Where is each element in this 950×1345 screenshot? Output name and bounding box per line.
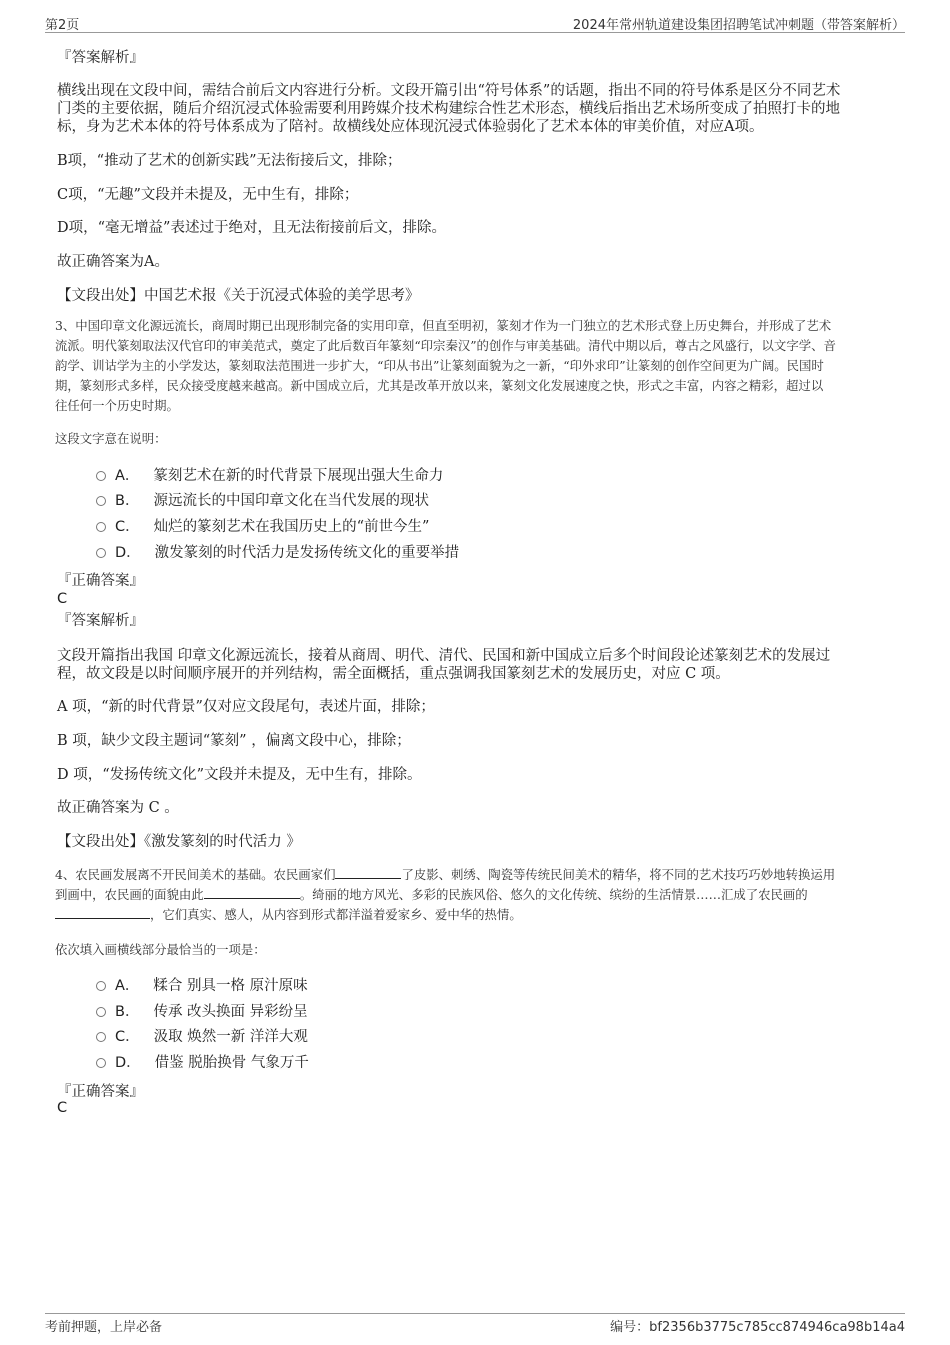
question-text: 3、中国印章文化源远流长，商周时期已出现形制完备的实用印章，但直至明初，篆刻才作为一门独立的艺术形式登上历史舞台，并形成了艺术	[55, 318, 832, 333]
analysis-option-b: B项，“推动了艺术的创新实践”无法衔接后文，排除；	[57, 153, 402, 169]
radio-icon[interactable]	[96, 1007, 106, 1017]
analysis-option-d: D 项，“发扬传统文化”文段并未提及，无中生有，排除。	[57, 767, 422, 783]
question-text: 往任何一个历史时期。	[55, 398, 179, 413]
option-a[interactable]: A． 糅合 别具一格 原汁原味	[96, 976, 308, 996]
analysis-line: 文段开篇指出我国 印章文化源远流长，接着从商周、明代、清代、民国和新中国成立后多个时间段论述篆刻艺术的发展过	[57, 648, 831, 664]
analysis-conclusion: 故正确答案为 C 。	[57, 800, 179, 816]
page-header	[45, 14, 905, 33]
footer-slogan: 考前押题，上岸必备	[45, 1320, 163, 1335]
source-note: 【文段出处】中国艺术报《关于沉浸式体验的美学思考》	[57, 288, 420, 304]
option-d[interactable]: D． 借鉴 脱胎换骨 气象万千	[96, 1053, 309, 1073]
option-c[interactable]: C． 灿烂的篆刻艺术在我国历史上的“前世今生”	[96, 517, 429, 537]
question-text: 期，篆刻形式多样，民众接受度越来越高。新中国成立后，尤其是改革开放以来，篆刻文化发展速度之快，形式之丰富，内容之精彩，超过以	[55, 378, 824, 393]
option-d[interactable]: D． 激发篆刻的时代活力是发扬传统文化的重要举措	[96, 543, 459, 563]
correct-answer: C	[57, 1100, 68, 1116]
option-b[interactable]: B． 传承 改头换面 异彩纷呈	[96, 1002, 308, 1022]
radio-icon[interactable]	[96, 496, 106, 506]
analysis-option-a: A 项，“新的时代背景”仅对应文段尾句，表述片面，排除；	[57, 699, 435, 715]
fill-blank	[55, 905, 150, 919]
page-number: 第2页	[45, 18, 80, 33]
fill-blank	[204, 885, 300, 899]
analysis-line: 横线出现在文段中间，需结合前后文内容进行分析。文段开篇引出“符号体系”的话题，指出不同的符号体系是区分不同艺术	[57, 83, 841, 99]
source-note: 【文段出处】《激发篆刻的时代活力 》	[57, 834, 301, 850]
page-footer	[45, 1313, 905, 1334]
correct-answer-label: 『正确答案』	[57, 1084, 144, 1100]
radio-icon[interactable]	[96, 1058, 106, 1068]
correct-answer: C	[57, 591, 68, 607]
document-id: 编号：bf2356b3775c785cc874946ca98b14a4	[610, 1320, 905, 1335]
radio-icon[interactable]	[96, 981, 106, 991]
fill-blank	[335, 865, 401, 879]
option-c[interactable]: C． 汲取 焕然一新 洋洋大观	[96, 1027, 308, 1047]
correct-answer-label: 『正确答案』	[57, 573, 144, 589]
analysis-option-b: B 项，缺少文段主题词“篆刻” ，偏离文段中心，排除；	[57, 733, 411, 749]
option-a[interactable]: A． 篆刻艺术在新的时代背景下展现出强大生命力	[96, 466, 443, 486]
radio-icon[interactable]	[96, 548, 106, 558]
question-text: 韵学、训诂学为主的小学发达，篆刻取法范围进一步扩大，“印从书出”让篆刻面貌为之一新，“印外求印”让篆刻的创作空间更为广阔。民国时	[55, 358, 824, 373]
option-b[interactable]: B． 源远流长的中国印章文化在当代发展的现状	[96, 491, 429, 511]
question-text: ，它们真实、感人，从内容到形式都洋溢着爱家乡、爱中华的热情。	[55, 905, 900, 925]
analysis-line: 程，故文段是以时间顺序展开的并列结构，需全面概括，重点强调我国篆刻艺术的发展历史，对应 C 项。	[57, 666, 730, 682]
analysis-conclusion: 故正确答案为A。	[57, 254, 169, 270]
question-text: 4、农民画发展离不开民间美术的基础。农民画家们 了皮影、刺绣、陶瓷等传统民间美术的精华，将不同的艺术技巧巧妙地转换运用	[55, 867, 836, 882]
analysis-label: 『答案解析』	[57, 50, 144, 66]
analysis-option-d: D项，“毫无增益”表述过于绝对，且无法衔接前后文，排除。	[57, 220, 446, 236]
radio-icon[interactable]	[96, 471, 106, 481]
analysis-line: 门类的主要依据，随后介绍沉浸式体验需要利用跨媒介技术构建综合性艺术形态，横线后指出艺术场所变成了拍照打卡的地	[57, 101, 840, 117]
radio-icon[interactable]	[96, 1032, 106, 1042]
radio-icon[interactable]	[96, 522, 106, 532]
question-prompt: 这段文字意在说明：	[55, 431, 167, 446]
question-text: 到画中，农民画的面貌由此 。绮丽的地方风光、多彩的民族风俗、悠久的文化传统、缤纷的生活情景……汇成了农民画的	[55, 887, 808, 902]
analysis-line: 标，身为艺术本体的符号体系成为了陪衬。故横线处应体现沉浸式体验弱化了艺术本体的审美价值，对应A项。	[57, 119, 764, 135]
analysis-label: 『答案解析』	[57, 613, 144, 629]
document-title: 2024年常州轨道建设集团招聘笔试冲刺题（带答案解析）	[572, 18, 905, 33]
analysis-option-c: C项，“无趣”文段并未提及，无中生有，排除；	[57, 187, 359, 203]
question-prompt: 依次填入画横线部分最恰当的一项是：	[55, 942, 266, 957]
question-text: 流派。明代篆刻取法汉代官印的审美范式，奠定了此后数百年篆刻“印宗秦汉”的创作与审美基础。清代中期以后，尊古之风盛行，以文字学、音	[55, 338, 836, 353]
